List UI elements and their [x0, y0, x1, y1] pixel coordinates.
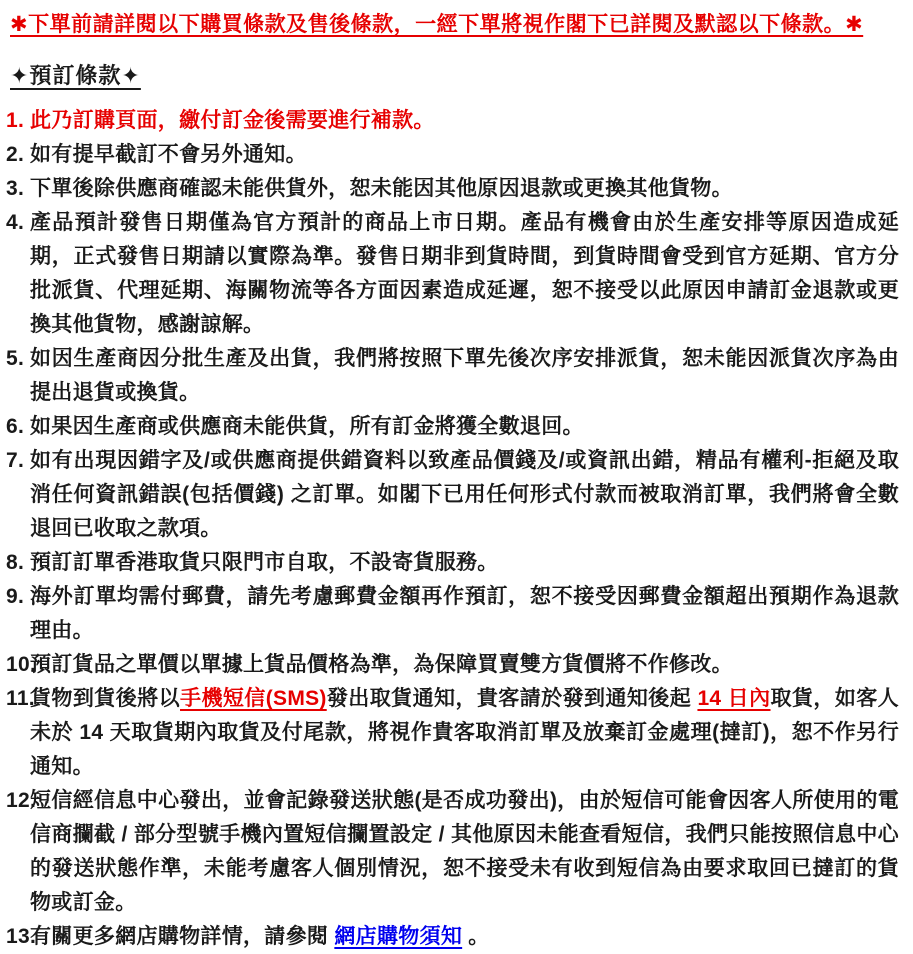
- term-number: 9.: [6, 585, 25, 608]
- term-text: [30, 347, 899, 404]
- term-text: [30, 653, 733, 676]
- text-segment: 手機短信(SMS): [180, 687, 327, 710]
- term-text: [30, 585, 899, 642]
- text-segment: 發出取貨通知，貴客請於發到通知後起: [326, 687, 698, 710]
- term-number: 12.: [6, 789, 37, 812]
- term-text: [30, 551, 499, 574]
- text-segment: 取貨，如客人未於 14 天取貨期內取貨及付尾款，將視作貴客取消訂單及放棄訂金處理(撻訂)，恕不作另行通知。: [30, 687, 899, 778]
- term-text: [30, 143, 307, 166]
- term-item: [4, 342, 899, 410]
- text-segment: 預訂貨品之單價以單據上貨品價格為準，為保障買賣雙方貨價將不作修改。: [30, 653, 733, 676]
- text-segment: 如有出現因錯字及/或供應商提供錯資料以致產品價錢及/或資訊出錯，精品有權利-拒絕及取消任何資訊錯誤(包括價錢) 之訂單。如閣下已用任何形式付款而被取消訂單，我們將會全數退回已收取之款項。: [30, 449, 899, 540]
- term-text: [30, 449, 899, 540]
- term-item: [4, 138, 899, 172]
- term-number: 2.: [6, 143, 25, 166]
- term-text: [30, 415, 584, 438]
- text-segment: 預訂訂單香港取貨只限門市自取，不設寄貨服務。: [30, 551, 499, 574]
- term-item: [4, 104, 899, 138]
- term-number: 4.: [6, 211, 25, 234]
- term-number: 1.: [6, 109, 25, 132]
- text-segment: 下單後除供應商確認未能供貨外，恕未能因其他原因退款或更換其他貨物。: [30, 177, 733, 200]
- text-segment: 此乃訂購頁面，繳付訂金後需要進行補款。: [30, 109, 435, 132]
- text-segment: 產品預計發售日期僅為官方預計的商品上市日期。產品有機會由於生產安排等原因造成延期，正式發售日期請以實際為準。發售日期非到貨時間，到貨時間會受到官方延期、官方分批派貨、代理延期、海關物流等各方面因素造成延遲，恕不接受以此原因申請訂金退款或更換其他貨物，感謝諒解。: [30, 211, 899, 336]
- term-item: [4, 172, 899, 206]
- text-segment: 有關更多網店購物詳情，請參閱: [30, 925, 335, 948]
- term-text: [30, 789, 899, 914]
- text-segment: 短信經信息中心發出，並會記錄發送狀態(是否成功發出)，由於短信可能會因客人所使用的電信商攔截 / 部分型號手機內置短信攔置設定 / 其他原因未能查看短信，我們只能按照信息中心的發送狀態作準，未能考慮客人個別情況，恕不接受未有收到短信為由要求取回已撻訂的貨物或訂金。: [30, 789, 899, 914]
- term-number: 3.: [6, 177, 25, 200]
- term-item: [4, 648, 899, 682]
- term-text: [30, 211, 899, 336]
- shop-guide-link[interactable]: 網店購物須知: [334, 925, 463, 948]
- text-segment: 海外訂單均需付郵費，請先考慮郵費金額再作預訂，恕不接受因郵費金額超出預期作為退款理由。: [30, 585, 899, 642]
- term-number: 13.: [6, 925, 37, 948]
- term-item: [4, 920, 899, 954]
- term-text: [30, 687, 899, 778]
- term-item: [4, 784, 899, 920]
- purchase-terms-notice: ✱下單前請詳閱以下購買條款及售後條款，一經下單將視作閣下已詳閱及默認以下條款。✱: [10, 13, 864, 36]
- text-segment: 如果因生產商或供應商未能供貨，所有訂金將獲全數退回。: [30, 415, 584, 438]
- term-item: [4, 580, 899, 648]
- text-segment: 14 日內: [697, 687, 771, 710]
- term-number: 10.: [6, 653, 37, 676]
- text-segment: 。: [462, 925, 490, 948]
- text-segment: 如有提早截訂不會另外通知。: [30, 143, 307, 166]
- term-number: 6.: [6, 415, 25, 438]
- term-item: [4, 682, 899, 784]
- text-segment: 貨物到貨後將以: [30, 687, 181, 710]
- term-text: [30, 109, 435, 132]
- term-number: 11.: [6, 687, 35, 710]
- term-text: [30, 925, 490, 948]
- term-number: 8.: [6, 551, 25, 574]
- text-segment: 如因生產商因分批生產及出貨，我們將按照下單先後次序安排派貨，恕未能因派貨次序為由提出退貨或換貨。: [30, 347, 899, 404]
- term-item: [4, 410, 899, 444]
- section-title-preorder-terms: ✦預訂條款✦: [10, 63, 141, 88]
- term-number: 7.: [6, 449, 25, 472]
- term-number: 5.: [6, 347, 25, 370]
- term-item: [4, 206, 899, 342]
- term-item: [4, 546, 899, 580]
- term-item: [4, 444, 899, 546]
- term-text: [30, 177, 733, 200]
- terms-list: [4, 104, 899, 954]
